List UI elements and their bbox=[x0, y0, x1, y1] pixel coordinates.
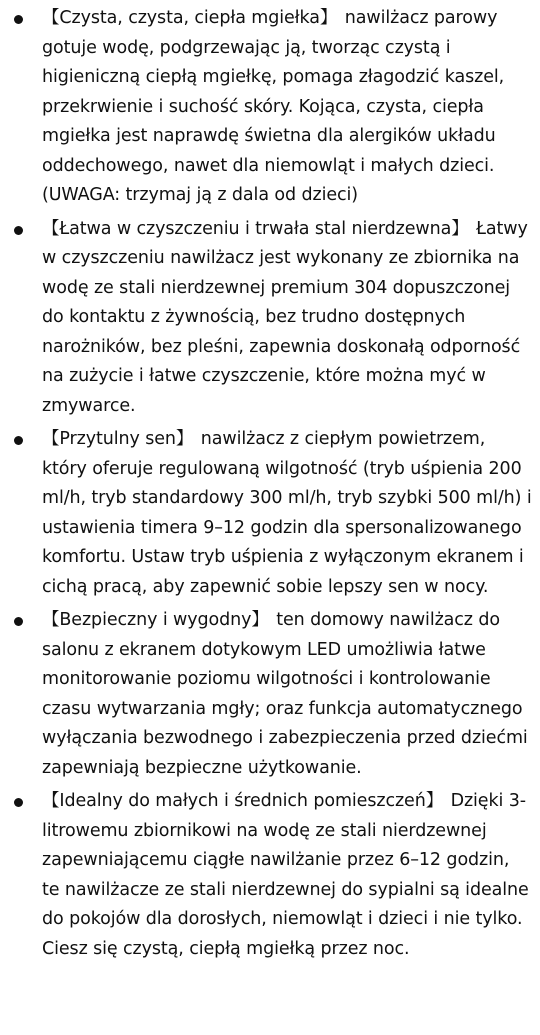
bullet-text: nawilżacz parowy gotuje wodę, podgrzewając ją, tworząc czystą i higieniczną ciepłą mgiełkę, pomaga złagodzić kaszel, przekrwienie i suchość skóry. Kojąca, czysta, ciepła mgiełka jest naprawdę świetna dla alergików układu oddechowego, nawet dla niemowląt i małych dzieci. (UWAGA: trzymaj ją z dala od dzieci) bbox=[42, 8, 505, 205]
bullet-title: 【Łatwa w czyszczeniu i trwała stal nierdzewna】 bbox=[42, 218, 469, 239]
bullet-icon bbox=[14, 436, 23, 445]
feature-bullet-warm-mist bbox=[0, 4, 540, 211]
bullet-text: Dzięki 3-litrowemu zbiornikowi na wodę ze stali nierdzewnej zapewniającemu ciągłe nawilżanie przez 6–12 godzin, te nawilżacze ze stali nierdzewnej do sypialni są idealne do pokojów dla dorosłych, niemowląt i dzieci i nie tylko. Ciesz się czystą, ciepłą mgiełką przez noc. bbox=[42, 791, 529, 959]
bullet-icon bbox=[14, 15, 23, 24]
feature-bullet-cozy-sleep bbox=[0, 425, 540, 602]
bullet-title: 【Idealny do małych i średnich pomieszczeń】 bbox=[42, 791, 444, 811]
bullet-icon bbox=[14, 798, 23, 807]
bullet-title: 【Przytulny sen】 bbox=[42, 429, 194, 449]
feature-bullet-safe-convenient bbox=[0, 606, 540, 783]
bullet-text: ten domowy nawilżacz do salonu z ekranem dotykowym LED umożliwia łatwe monitorowanie poziomu wilgotności i kontrolowanie czasu wytwarzania mgły; oraz funkcja automatycznego wyłączania bezwodnego i zabezpieczenia przed dziećmi zapewniają bezpieczne użytkowanie. bbox=[42, 610, 528, 778]
feature-bullet-stainless-steel bbox=[0, 215, 540, 422]
bullet-text: Łatwy w czyszczeniu nawilżacz jest wykonany ze zbiornika na wodę ze stali nierdzewnej premium 304 dopuszczonej do kontaktu z żywnością, bez trudno dostępnych narożników, bez pleśni, zapewnia doskonałą odporność na zużycie i łatwe czyszczenie, które można myć w zmywarce. bbox=[42, 218, 528, 416]
bullet-text: nawilżacz z ciepłym powietrzem, który oferuje regulowaną wilgotność (tryb uśpienia 200 ml/h, tryb standardowy 300 ml/h, tryb szybki 500 ml/h) i ustawienia timera 9–12 godzin dla spersonalizowanego komfortu. Ustaw tryb uśpienia z wyłączonym ekranem i cichą pracą, aby zapewnić sobie lepszy sen w nocy. bbox=[42, 429, 532, 597]
bullet-title: 【Bezpieczny i wygodny】 bbox=[42, 610, 269, 630]
bullet-icon bbox=[14, 226, 23, 235]
bullet-icon bbox=[14, 617, 23, 626]
feature-bullet-room-size bbox=[0, 787, 540, 964]
bullet-title: 【Czysta, czysta, ciepła mgiełka】 bbox=[42, 8, 338, 28]
